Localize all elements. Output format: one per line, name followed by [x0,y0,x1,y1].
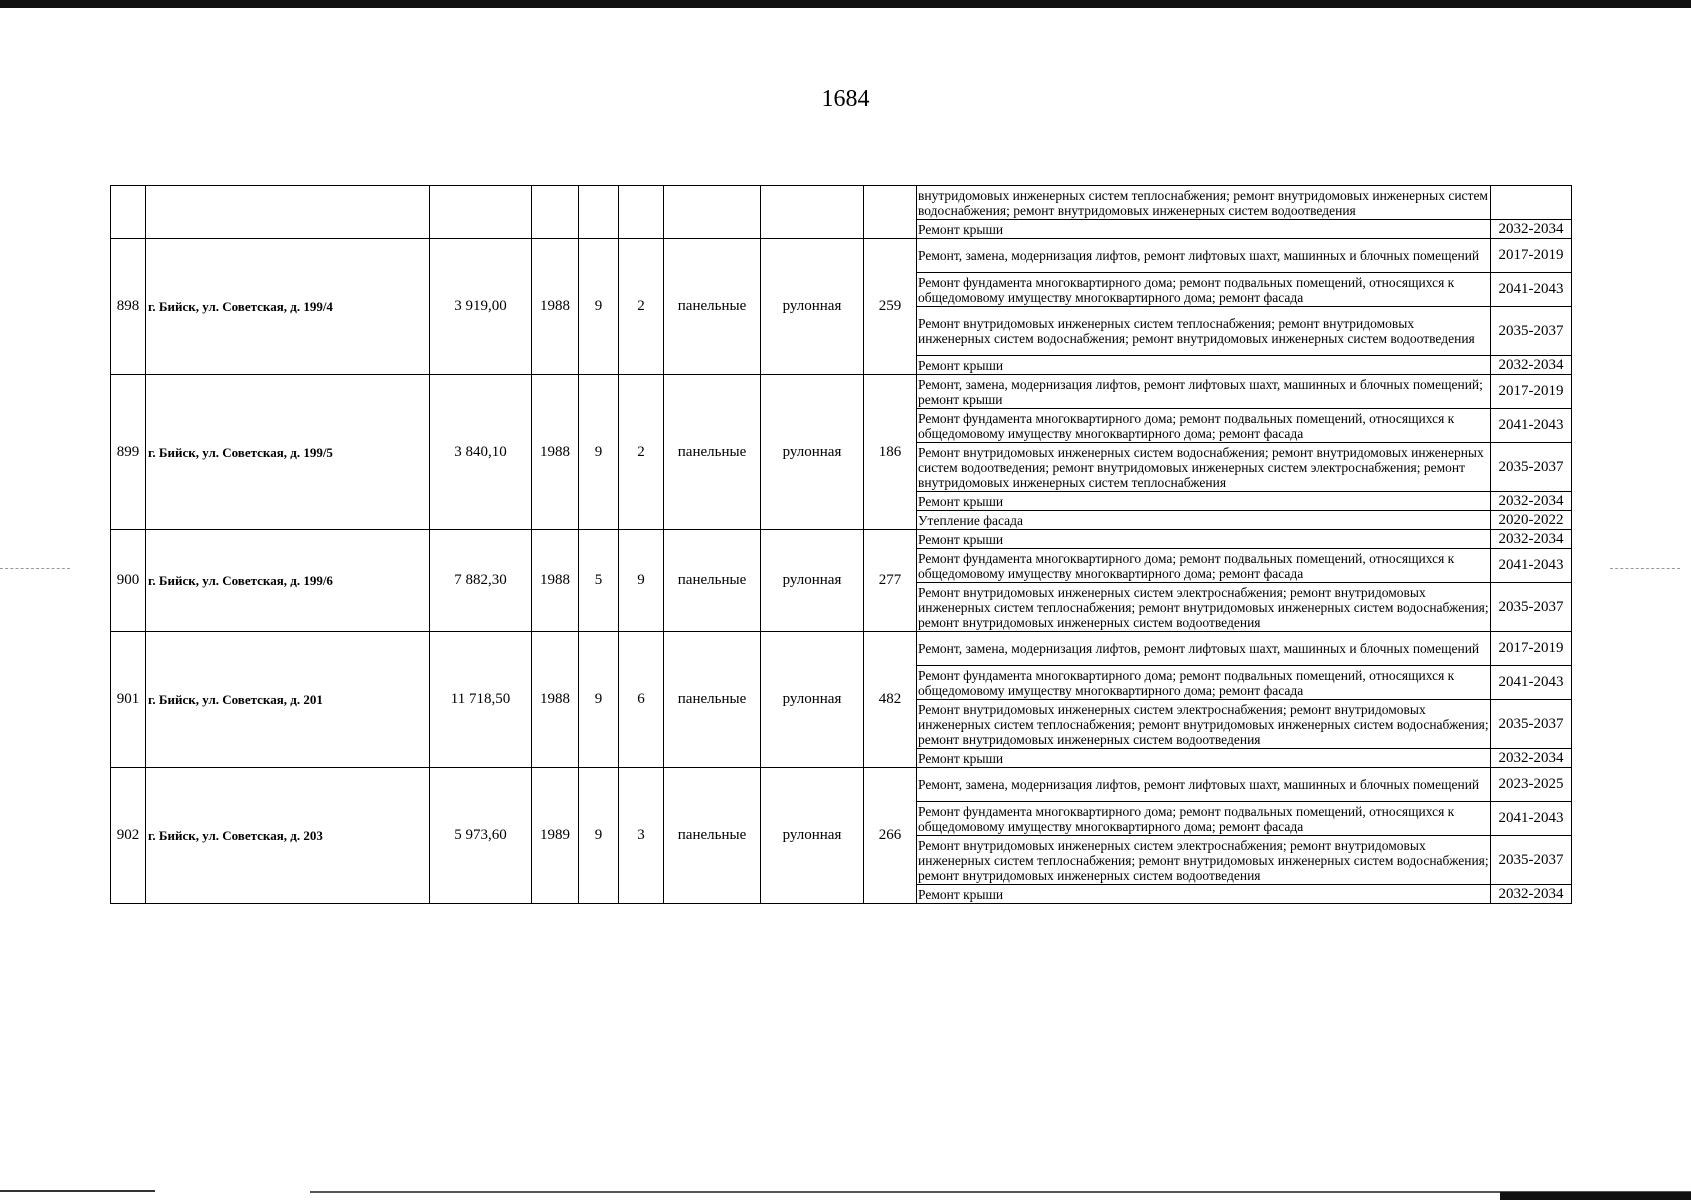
work-description: Ремонт крыши [917,749,1491,768]
scan-bottom-line [310,1191,1691,1193]
area-cell: 11 718,50 [430,632,532,768]
year-cell: 1989 [532,768,579,904]
work-description: Ремонт внутридомовых инженерных систем теплоснабжения; ремонт внутридомовых инженерных систем водоснабжения; ремонт внутридомовых инженерных систем водоотведения [917,307,1491,356]
roof-cell [761,186,864,239]
work-description: Ремонт фундамента многоквартирного дома; ремонт подвальных помещений, относящихся к общедомовому имуществу многоквартирного дома; ремонт фасада [917,666,1491,700]
work-description: Ремонт, замена, модернизация лифтов, ремонт лифтовых шахт, машинных и блочных помещений [917,632,1491,666]
page-number: 1684 [821,86,870,112]
row-number: 899 [111,375,146,530]
area-cell: 7 882,30 [430,530,532,632]
table-row [111,632,1572,666]
work-description: Ремонт фундамента многоквартирного дома; ремонт подвальных помещений, относящихся к общедомовому имуществу многоквартирного дома; ремонт фасада [917,802,1491,836]
work-description: Ремонт фундамента многоквартирного дома; ремонт подвальных помещений, относящихся к общедомовому имуществу многоквартирного дома; ремонт фасада [917,549,1491,583]
work-description: Ремонт крыши [917,530,1491,549]
housing-repair-table [110,185,1572,904]
entrances-cell: 2 [619,239,664,375]
entrances-cell: 6 [619,632,664,768]
work-description: Утепление фасада [917,511,1491,530]
area-cell: 5 973,60 [430,768,532,904]
table-row [111,768,1572,802]
residents-cell: 482 [864,632,917,768]
wall-material-cell: панельные [664,768,761,904]
work-period: 2035-2037 [1491,307,1572,356]
row-number: 901 [111,632,146,768]
scan-mark-right [1610,568,1680,569]
work-description: Ремонт, замена, модернизация лифтов, ремонт лифтовых шахт, машинных и блочных помещений; ремонт крыши [917,375,1491,409]
year-cell: 1988 [532,632,579,768]
work-description: Ремонт внутридомовых инженерных систем электроснабжения; ремонт внутридомовых инженерных систем теплоснабжения; ремонт внутридомовых инженерных систем водоснабжения; ремонт внутридомовых инженерных систем водоотведения [918,701,1489,747]
row-number: 898 [111,239,146,375]
roof-type-cell: рулонная [761,768,864,904]
address-cell: г. Бийск, ул. Советская, д. 199/4 [146,239,430,375]
work-period: 2032-2034 [1491,885,1572,904]
work-description: Ремонт фундамента многоквартирного дома; ремонт подвальных помещений, относящихся к общедомовому имуществу многоквартирного дома; ремонт фасада [917,273,1491,307]
floors-cell: 9 [579,632,619,768]
scan-top-border [0,0,1691,8]
scan-mark-left [0,568,70,569]
roof-type-cell: рулонная [761,530,864,632]
floors-cell [579,186,619,239]
work-description: Ремонт, замена, модернизация лифтов, ремонт лифтовых шахт, машинных и блочных помещений [917,768,1491,802]
area-cell: 3 919,00 [430,239,532,375]
residents-cell: 186 [864,375,917,530]
work-period: 2035-2037 [1491,443,1572,492]
table-row [111,530,1572,549]
num-cell [111,186,146,239]
scan-bottom-border [1500,1192,1691,1200]
address-cell: г. Бийск, ул. Советская, д. 199/6 [146,530,430,632]
table-row [111,375,1572,409]
work-description: Ремонт крыши [917,356,1491,375]
residents-cell: 277 [864,530,917,632]
address-cell: г. Бийск, ул. Советская, д. 201 [146,632,430,768]
work-description: Ремонт фундамента многоквартирного дома; ремонт подвальных помещений, относящихся к общедомовому имуществу многоквартирного дома; ремонт фасада [917,409,1491,443]
wall-material-cell: панельные [664,530,761,632]
work-description: Ремонт внутридомовых инженерных систем электроснабжения; ремонт внутридомовых инженерных систем теплоснабжения; ремонт внутридомовых инженерных систем водоснабжения; ремонт внутридомовых инженерных систем водоотведения [918,584,1489,630]
row-number: 900 [111,530,146,632]
address-cell [146,186,430,239]
work-description: Ремонт, замена, модернизация лифтов, ремонт лифтовых шахт, машинных и блочных помещений [917,239,1491,273]
area-cell: 3 840,10 [430,375,532,530]
work-period: 2032-2034 [1491,530,1572,549]
roof-type-cell: рулонная [761,632,864,768]
roof-type-cell: рулонная [761,375,864,530]
wall-material-cell: панельные [664,239,761,375]
work-period: 2032-2034 [1491,492,1572,511]
roof-type-cell: рулонная [761,239,864,375]
work-period: 2041-2043 [1491,802,1572,836]
work-period: 2032-2034 [1491,220,1572,239]
work-period: 2035-2037 [1491,583,1572,632]
work-period: 2020-2022 [1491,511,1572,530]
floors-cell: 9 [579,375,619,530]
table-row [111,186,1572,220]
work-period: 2041-2043 [1491,273,1572,307]
address-cell: г. Бийск, ул. Советская, д. 203 [146,768,430,904]
area-cell [430,186,532,239]
year-cell: 1988 [532,375,579,530]
year-cell: 1988 [532,239,579,375]
walls-cell [664,186,761,239]
work-description: Ремонт крыши [917,220,1491,239]
work-period: 2023-2025 [1491,768,1572,802]
work-description: внутридомовых инженерных систем теплоснабжения; ремонт внутридомовых инженерных систем водоснабжения; ремонт внутридомовых инженерных систем водоотведения [917,186,1491,220]
work-period [1491,186,1572,220]
row-number: 902 [111,768,146,904]
wall-material-cell: панельные [664,375,761,530]
work-period: 2041-2043 [1491,409,1572,443]
work-period: 2035-2037 [1491,700,1572,749]
work-period: 2041-2043 [1491,666,1572,700]
work-description: Ремонт внутридомовых инженерных систем электроснабжения; ремонт внутридомовых инженерных систем теплоснабжения; ремонт внутридомовых инженерных систем водоснабжения; ремонт внутридомовых инженерных систем водоотведения [918,837,1489,883]
floors-cell: 5 [579,530,619,632]
table-row [111,239,1572,273]
residents-cell [864,186,917,239]
work-description: Ремонт крыши [917,492,1491,511]
work-period: 2032-2034 [1491,749,1572,768]
residents-cell: 266 [864,768,917,904]
work-description: Ремонт внутридомовых инженерных систем водоснабжения; ремонт внутридомовых инженерных систем водоотведения; ремонт внутридомовых инженерных систем электроснабжения; ремонт внутридомовых инженерных систем теплоснабжения [917,443,1491,492]
entrances-cell: 3 [619,768,664,904]
year-cell [532,186,579,239]
year-cell: 1988 [532,530,579,632]
work-period: 2035-2037 [1491,836,1572,885]
work-period: 2032-2034 [1491,356,1572,375]
work-description: Ремонт крыши [917,885,1491,904]
entrances-cell: 2 [619,375,664,530]
work-period: 2041-2043 [1491,549,1572,583]
scan-bottom-line [0,1190,155,1192]
wall-material-cell: панельные [664,632,761,768]
entrances-cell [619,186,664,239]
work-period: 2017-2019 [1491,632,1572,666]
floors-cell: 9 [579,239,619,375]
floors-cell: 9 [579,768,619,904]
entrances-cell: 9 [619,530,664,632]
address-cell: г. Бийск, ул. Советская, д. 199/5 [146,375,430,530]
work-period: 2017-2019 [1491,239,1572,273]
work-period: 2017-2019 [1491,375,1572,409]
residents-cell: 259 [864,239,917,375]
